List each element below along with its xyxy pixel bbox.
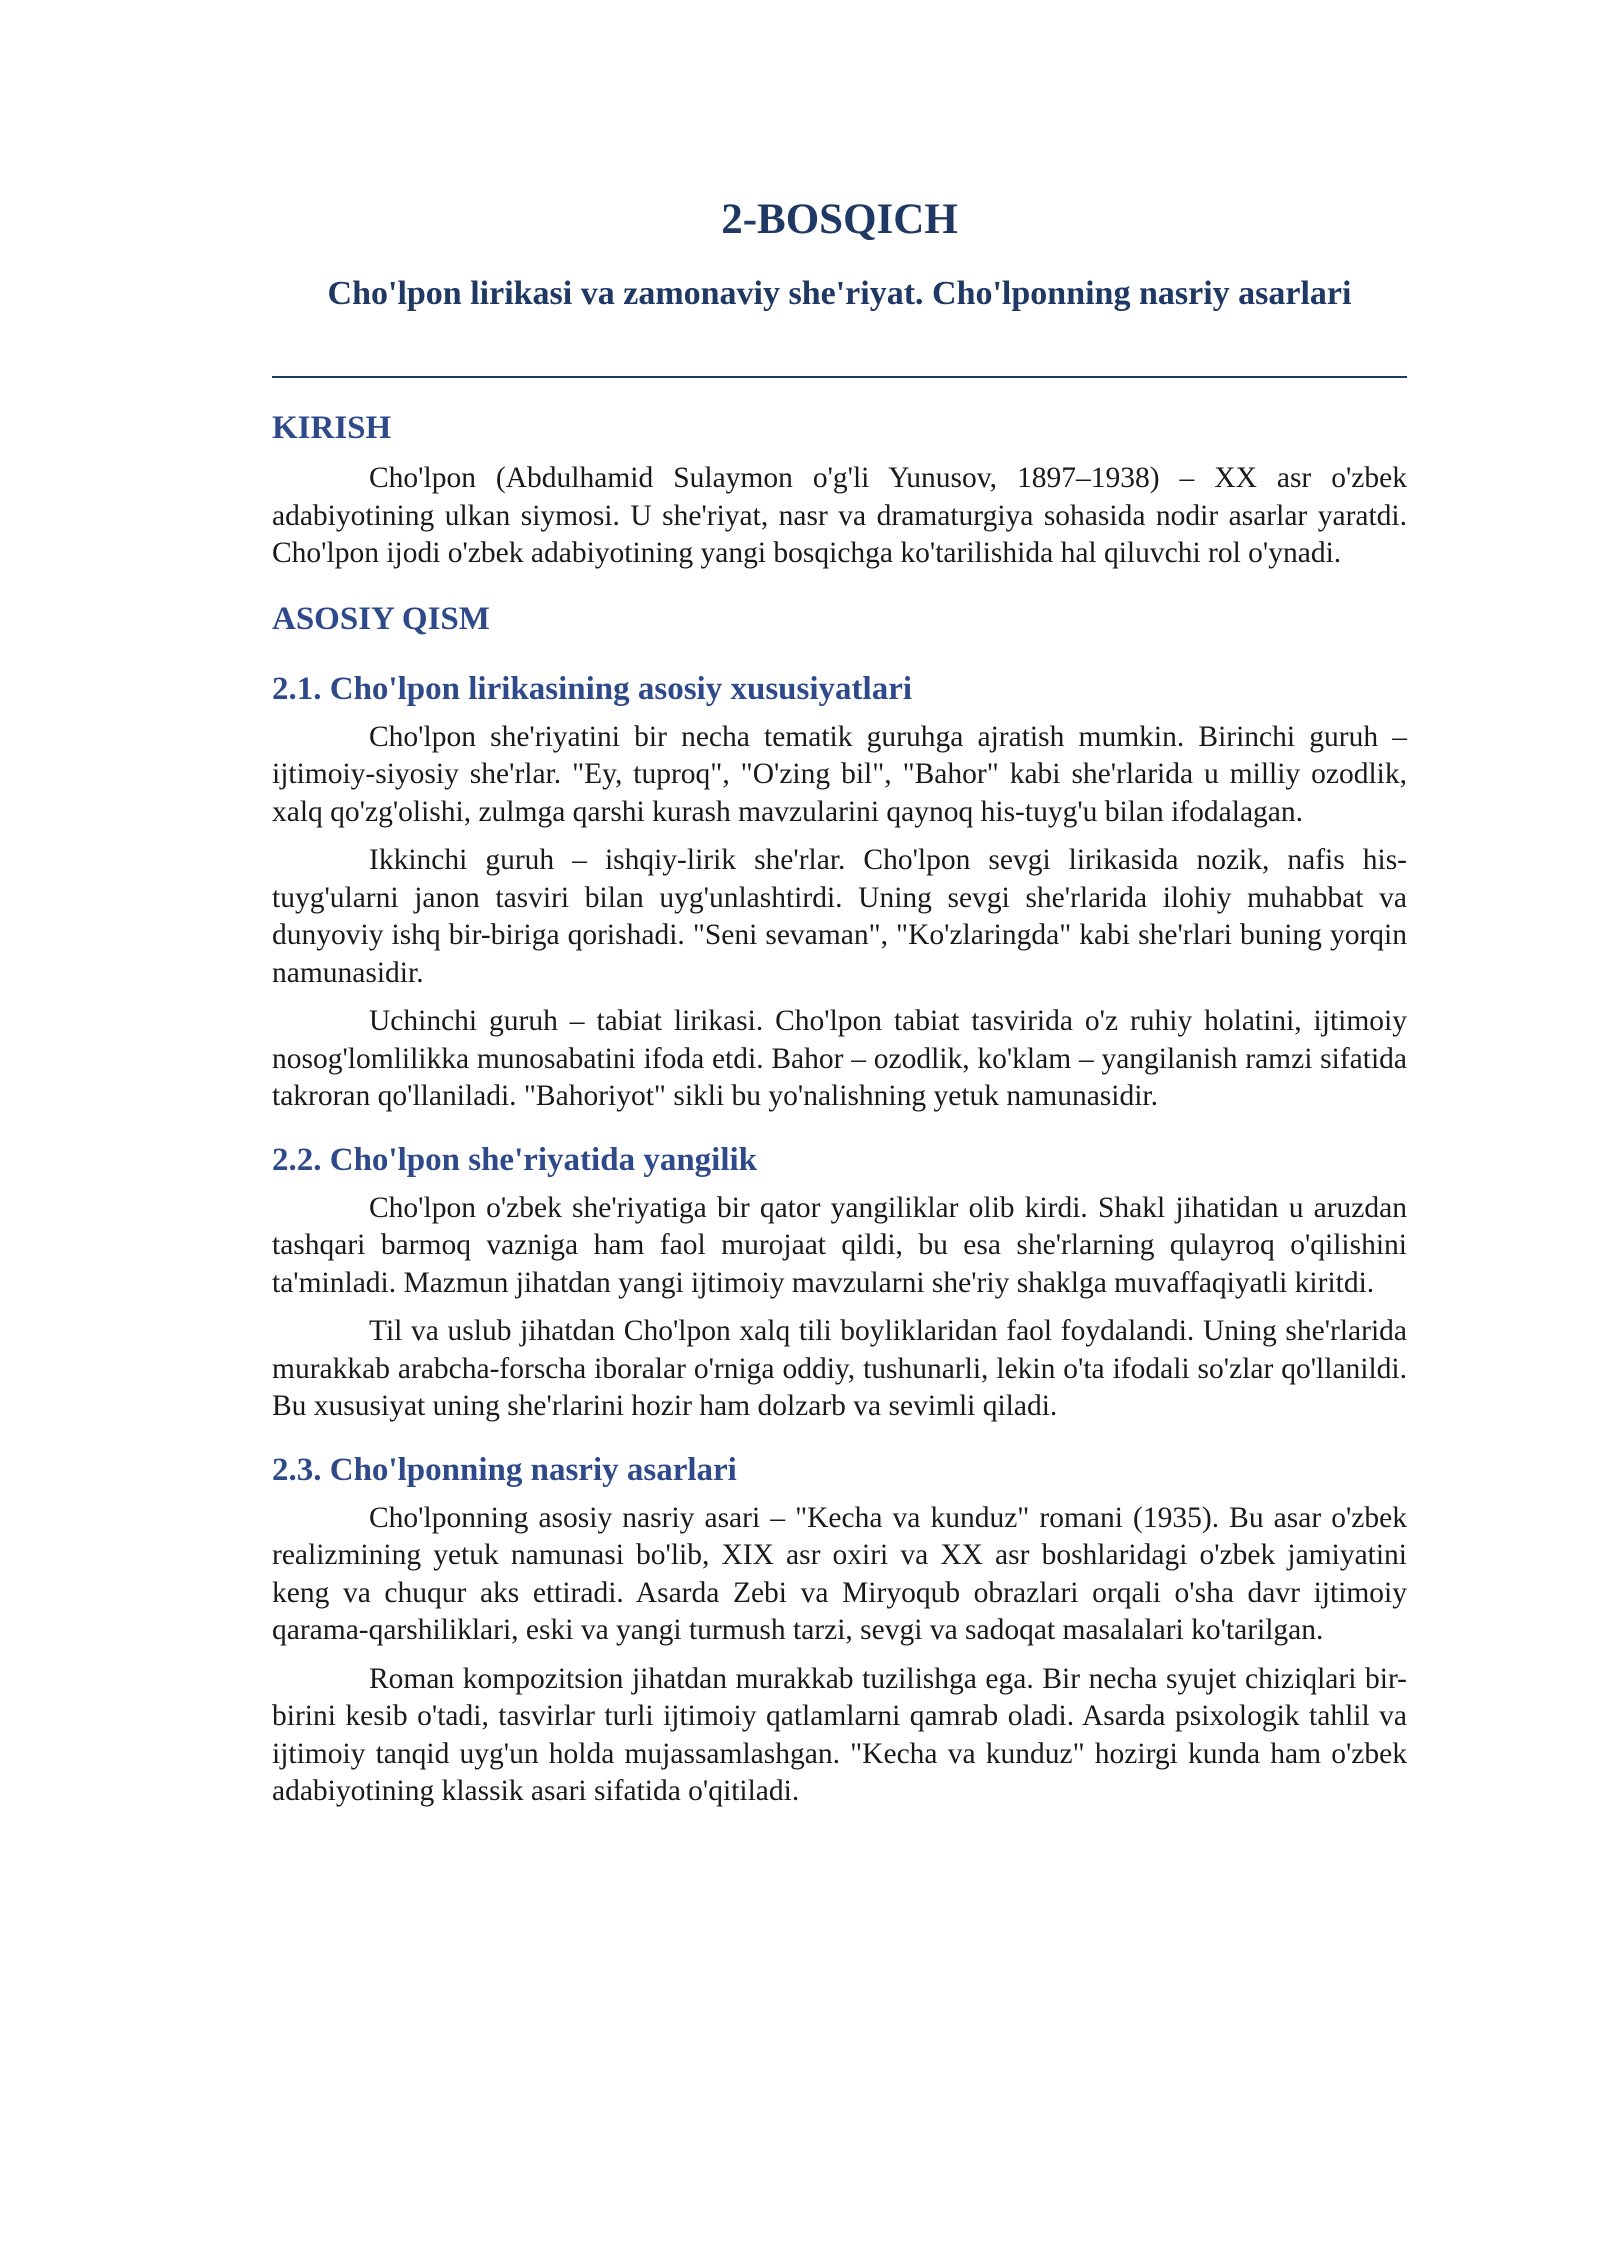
section-heading-kirish: KIRISH — [272, 410, 392, 446]
paragraph: Cho'lpon o'zbek she'riyatiga bir qator yangiliklar olib kirdi. Shakl jihatidan u aruzdan tashqari barmoq vazniga ham faol murojaat qildi, bu esa she'rlarning qulayroq o'qilishini ta'minladi. Mazmun jihatdan yangi ijtimoiy mavzularni she'riy shaklga muvaffaqiyatli kiritdi. — [272, 1191, 1407, 1299]
paragraph: Roman kompozitsion jihatdan murakkab tuzilishga ega. Bir necha syujet chiziqlari bir-birini kesib o'tadi, tasvirlar turli ijtimoiy qatlamlarni qamrab oladi. Asarda psixologik tahlil va ijtimoiy tanqid uyg'un holda mujassamlashgan. "Kecha va kunduz" hozirgi kunda ham o'zbek adabiyotining klassik asari sifatida o'qitiladi. — [272, 1662, 1407, 1807]
intro-paragraph: Cho'lpon (Abdulhamid Sulaymon o'g'li Yunusov, 1897–1938) – XX asr o'zbek adabiyotining ulkan siymosi. U she'riyat, nasr va dramaturgiya sohasida nodir asarlar yaratdi. Cho'lpon ijodi o'zbek adabiyotining yangi bosqichga ko'tarilishida hal qiluvchi rol o'ynadi. — [272, 462, 1407, 569]
title-divider — [272, 376, 1407, 378]
paragraph: Til va uslub jihatdan Cho'lpon xalq tili boyliklaridan faol foydalandi. Uning she'rlarida murakkab arabcha-forscha iboralar o'rniga oddiy, tushunarli, lekin o'ta ifodali so'zlar qo'llanildi. Bu xususiyat uning she'rlarini hozir ham dolzarb va sevimli qiladi. — [272, 1315, 1407, 1422]
document-page — [272, 190, 1407, 1811]
subsection-heading-2-2: 2.2. Cho'lpon she'riyatida yangilik — [272, 1141, 758, 1178]
paragraph: Uchinchi guruh – tabiat lirikasi. Cho'lpon tabiat tasvirida o'z ruhiy holatini, ijtimoiy nosog'lomlilikka munosabatini ifoda etdi. Bahor – ozodlik, ko'klam – yangilanish ramzi sifatida takroran qo'llaniladi. "Bahoriyot" sikli bu yo'nalishning yetuk namunasidir. — [272, 1005, 1407, 1112]
subsection-heading-2-3: 2.3. Cho'lponning nasriy asarlari — [272, 1451, 737, 1488]
section-heading-asosiy-qism: ASOSIY QISM — [272, 600, 490, 637]
paragraph: Ikkinchi guruh – ishqiy-lirik she'rlar. Cho'lpon sevgi lirikasida nozik, nafis his-tuyg'ularni janon tasviri bilan uyg'unlashtirdi. Uning sevgi she'rlarida ilohiy muhabbat va dunyoviy ishq bir-biriga qorishadi. "Seni sevaman", "Ko'zlaringda" kabi she'rlari buning yorqin namunasidir. — [272, 844, 1407, 989]
page-title: 2-BOSQICH — [721, 196, 958, 243]
page-subtitle: Cho'lpon lirikasi va zamonaviy she'riyat. Cho'lponning nasriy asarlari — [327, 275, 1352, 312]
paragraph: Cho'lponning asosiy nasriy asari – "Kecha va kunduz" romani (1935). Bu asar o'zbek realizmining yetuk namunasi bo'lib, XIX asr oxiri va XX asr boshlaridagi o'zbek jamiyatini keng va chuqur aks ettiradi. Asarda Zebi va Miryoqub obrazlari orqali o'sha davr ijtimoiy qarama-qarshiliklari, eski va yangi turmush tarzi, sevgi va sadoqat masalalari ko'tarilgan. — [272, 1501, 1407, 1646]
paragraph: Cho'lpon she'riyatini bir necha tematik guruhga ajratish mumkin. Birinchi guruh – ijtimoiy-siyosiy she'rlar. "Ey, tuproq", "O'zing bil", "Bahor" kabi she'rlarida u milliy ozodlik, xalq qo'zg'olishi, zulmga qarshi kurash mavzularini qaynoq his-tuyg'u bilan ifodalagan. — [272, 720, 1407, 828]
subsection-heading-2-1: 2.1. Cho'lpon lirikasining asosiy xususiyatlari — [272, 670, 913, 707]
